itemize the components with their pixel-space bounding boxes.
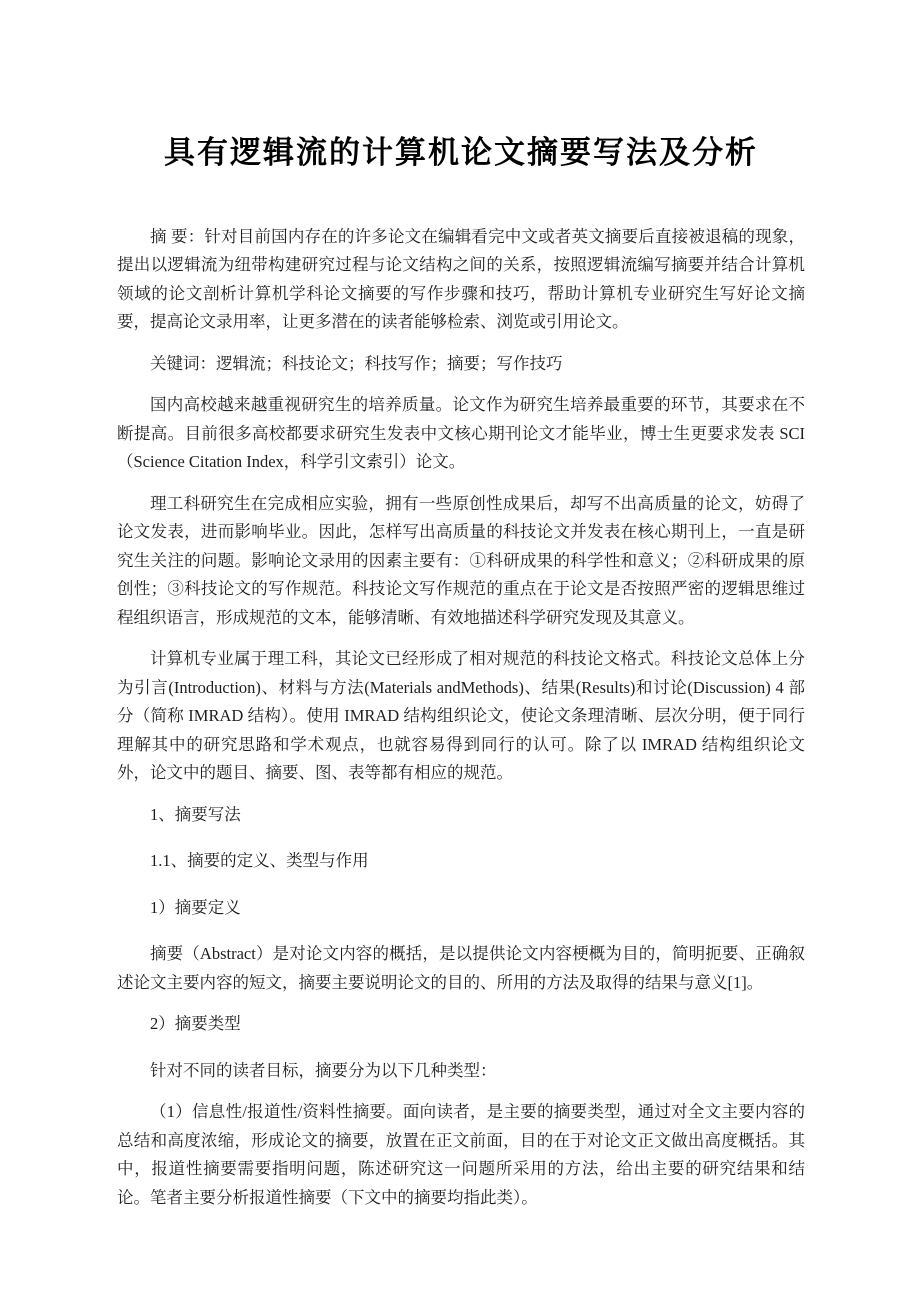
heading-section-1-1: 1.1、摘要的定义、类型与作用 bbox=[150, 851, 369, 871]
heading-abstract-types: 2）摘要类型 bbox=[150, 1014, 241, 1034]
keywords-line: 关键词：逻辑流；科技论文；科技写作；摘要；写作技巧 bbox=[150, 353, 563, 373]
document-title: 具有逻辑流的计算机论文摘要写法及分析 bbox=[164, 135, 758, 170]
paragraph-reader-targets: 针对不同的读者目标，摘要分为以下几种类型： bbox=[150, 1060, 497, 1080]
paragraph-abstract-definition: 摘要（Abstract）是对论文内容的概括，是以提供论文内容梗概为目的，简明扼要、正确叙述论文主要内容的短文，摘要主要说明论文的目的、所用的方法及取得的结果与意义[1]。 bbox=[117, 944, 805, 992]
heading-abstract-definition: 1）摘要定义 bbox=[150, 897, 241, 917]
paragraph-graduate-training: 国内高校越来越重视研究生的培养质量。论文作为研究生培养最重要的环节，其要求在不断提高。目前很多高校都要求研究生发表中文核心期刊论文才能毕业，博士生更要求发表 SCI（Science Citation Index，科学引文索引）论文。 bbox=[117, 395, 805, 472]
paragraph-imrad-structure: 计算机专业属于理工科，其论文已经形成了相对规范的科技论文格式。科技论文总体上分为引言(Introduction)、材料与方法(Materials andMethods)、结果(Results)和讨论(Discussion) 4 部分（简称 IMRAD 结构）。使用 IMRAD 结构组织论文，使论文条理清晰、层次分明，便于同行理解其中的研究思路和学术观点，也就容易得到同行的认可。除了以 IMRAD 结构组织论文外，论文中的题目、摘要、图、表等都有相应的规范。 bbox=[117, 649, 805, 783]
heading-section-1: 1、摘要写法 bbox=[150, 804, 241, 824]
paragraph-writing-difficulty: 理工科研究生在完成相应实验，拥有一些原创性成果后，却写不出高质量的论文，妨碍了论文发表，进而影响毕业。因此，怎样写出高质量的科技论文并发表在核心期刊上，一直是研究生关注的问题。影响论文录用的因素主要有：①科研成果的科学性和意义；②科研成果的原创性；③科技论文的写作规范。科技论文写作规范的重点在于论文是否按照严密的逻辑思维过程组织语言，形成规范的文本，能够清晰、有效地描述科学研究发现及其意义。 bbox=[117, 493, 805, 627]
abstract-paragraph: 摘 要：针对目前国内存在的许多论文在编辑看完中文或者英文摘要后直接被退稿的现象，提出以逻辑流为纽带构建研究过程与论文结构之间的关系，按照逻辑流编写摘要并结合计算机领域的论文剖析计算机学科论文摘要的写作步骤和技巧，帮助计算机专业研究生写好论文摘要，提高论文录用率，让更多潜在的读者能够检索、浏览或引用论文。 bbox=[117, 226, 805, 332]
paragraph-informative-abstract: （1）信息性/报道性/资料性摘要。面向读者，是主要的摘要类型，通过对全文主要内容的总结和高度浓缩，形成论文的摘要，放置在正文前面，目的在于对论文正文做出高度概括。其中，报道性摘要需要指明问题，陈述研究这一问题所采用的方法，给出主要的研究结果和结论。笔者主要分析报道性摘要（下文中的摘要均指此类）。 bbox=[117, 1102, 805, 1207]
